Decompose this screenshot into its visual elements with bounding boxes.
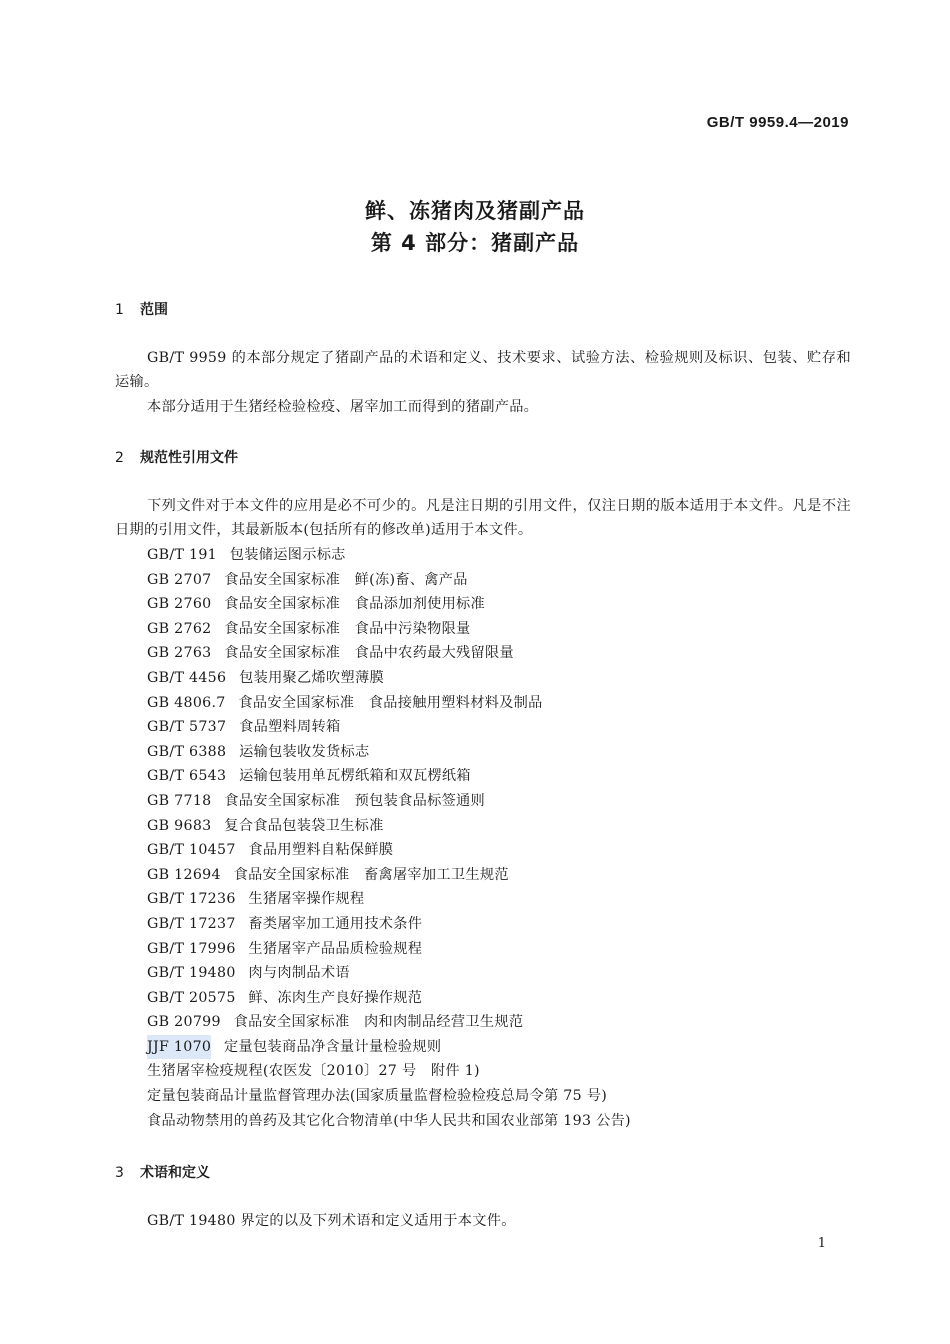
reference-code: GB 4806.7: [147, 694, 226, 711]
page-number: 1: [817, 1236, 826, 1251]
section-1-paragraph-2: 本部分适用于生猪经检验检疫、屠宰加工而得到的猪副产品。: [147, 399, 539, 415]
document-title-line2: 第 4 部分：猪副产品: [370, 231, 580, 255]
reference-code: GB/T 191: [147, 547, 217, 563]
reference-item: [147, 666, 631, 691]
reference-title: 食品安全国家标准 食品中农药最大残留限量: [224, 645, 515, 662]
section-title: 术语和定义: [140, 1165, 210, 1181]
reference-title: 食品安全国家标准 食品接触用塑料材料及制品: [238, 694, 543, 711]
reference-item: [147, 887, 631, 912]
section-number: 2: [115, 450, 124, 466]
reference-item: [147, 1035, 631, 1060]
reference-title: 复合食品包装袋卫生标准: [224, 817, 384, 834]
reference-title: 食品用塑料自粘保鲜膜: [248, 842, 394, 859]
reference-title: 运输包装收发货标志: [239, 743, 370, 760]
reference-title: 包装储运图示标志: [229, 547, 346, 563]
reference-code: GB 2760: [147, 596, 212, 613]
reference-list: [147, 543, 631, 1133]
reference-code: GB 9683: [147, 817, 212, 834]
section-2-intro: 下列文件对于本文件的应用是必不可少的。凡是注日期的引用文件，仅注日期的版本适用于本文件。凡是不注日期的引用文件，其最新版本(包括所有的修改单)适用于本文件。: [115, 498, 851, 538]
reference-title: 食品安全国家标准 肉和肉制品经营卫生规范: [233, 1014, 524, 1031]
reference-code: GB/T 20575: [147, 989, 236, 1006]
reference-title: 生猪屠宰检疫规程(农医发〔2010〕27 号 附件 1): [147, 1063, 480, 1080]
reference-item: [147, 863, 631, 888]
document-title-line1: 鲜、冻猪肉及猪副产品: [365, 199, 585, 223]
reference-title: 食品安全国家标准 鲜(冻)畜、禽产品: [224, 571, 468, 588]
reference-item: [147, 838, 631, 863]
reference-title: 食品动物禁用的兽药及其它化合物清单(中华人民共和国农业部第 193 公告): [147, 1112, 631, 1129]
section-title: 范围: [140, 302, 168, 318]
section-2-heading: [115, 447, 238, 467]
reference-code: GB/T 17236: [147, 891, 236, 908]
reference-title: 定量包装商品计量监督管理办法(国家质量监督检验检疫总局令第 75 号): [147, 1088, 608, 1105]
reference-item: [147, 691, 631, 716]
reference-code: GB/T 5737: [147, 719, 227, 736]
reference-title: 肉与肉制品术语: [248, 965, 350, 982]
section-number: 1: [115, 302, 124, 318]
reference-item: [147, 961, 631, 986]
reference-title: 食品安全国家标准 食品添加剂使用标准: [224, 596, 486, 613]
reference-code: GB/T 17237: [147, 915, 236, 932]
reference-title: 畜类屠宰加工通用技术条件: [248, 915, 423, 932]
reference-title: 食品安全国家标准 畜禽屠宰加工卫生规范: [233, 866, 509, 883]
section-3-heading: [115, 1162, 210, 1182]
standard-code: GB/T 9959.4—2019: [706, 114, 849, 131]
reference-item: [147, 814, 631, 839]
reference-title: 食品塑料周转箱: [239, 719, 341, 736]
reference-code: GB/T 19480: [147, 965, 236, 982]
reference-item: [147, 1084, 631, 1109]
reference-item: [147, 568, 631, 593]
reference-code: GB 20799: [147, 1014, 221, 1031]
reference-item: [147, 937, 631, 962]
reference-item: [147, 1010, 631, 1035]
reference-title: 定量包装商品净含量计量检验规则: [224, 1038, 442, 1055]
reference-title: 包装用聚乙烯吹塑薄膜: [239, 669, 384, 686]
section-number: 3: [115, 1165, 124, 1181]
reference-item: [147, 641, 631, 666]
reference-item: [147, 543, 631, 568]
reference-item: [147, 912, 631, 937]
reference-item: [147, 617, 631, 642]
reference-title: 生猪屠宰产品品质检验规程: [248, 940, 423, 957]
reference-title: 食品安全国家标准 食品中污染物限量: [224, 620, 471, 637]
reference-code: GB 2707: [147, 571, 212, 588]
reference-code: GB/T 4456: [147, 669, 227, 686]
reference-item: [147, 764, 631, 789]
section-1-heading: [115, 299, 168, 319]
reference-code: GB/T 17996: [147, 940, 236, 957]
reference-item: [147, 1059, 631, 1084]
section-3-paragraph-1: GB/T 19480 界定的以及下列术语和定义适用于本文件。: [147, 1213, 516, 1229]
reference-code: GB/T 6543: [147, 768, 227, 785]
reference-code: GB/T 6388: [147, 743, 227, 760]
reference-title: 运输包装用单瓦楞纸箱和双瓦楞纸箱: [239, 768, 471, 785]
reference-code: GB 12694: [147, 866, 221, 883]
reference-title: 食品安全国家标准 预包装食品标签通则: [224, 792, 486, 809]
reference-title: 鲜、冻肉生产良好操作规范: [248, 989, 423, 1006]
reference-code-highlighted: JJF 1070: [147, 1035, 211, 1060]
reference-item: [147, 789, 631, 814]
reference-item: [147, 1109, 631, 1134]
section-title: 规范性引用文件: [140, 450, 238, 466]
reference-code: GB/T 10457: [147, 842, 236, 859]
reference-item: [147, 986, 631, 1011]
reference-code: GB 2762: [147, 620, 212, 637]
section-1-paragraph-1: GB/T 9959 的本部分规定了猪副产品的术语和定义、技术要求、试验方法、检验规则及标识、包装、贮存和运输。: [115, 350, 851, 390]
reference-item: [147, 715, 631, 740]
reference-code: GB 7718: [147, 792, 212, 809]
reference-item: [147, 592, 631, 617]
reference-item: [147, 740, 631, 765]
reference-code: GB 2763: [147, 645, 212, 662]
reference-title: 生猪屠宰操作规程: [248, 891, 365, 908]
